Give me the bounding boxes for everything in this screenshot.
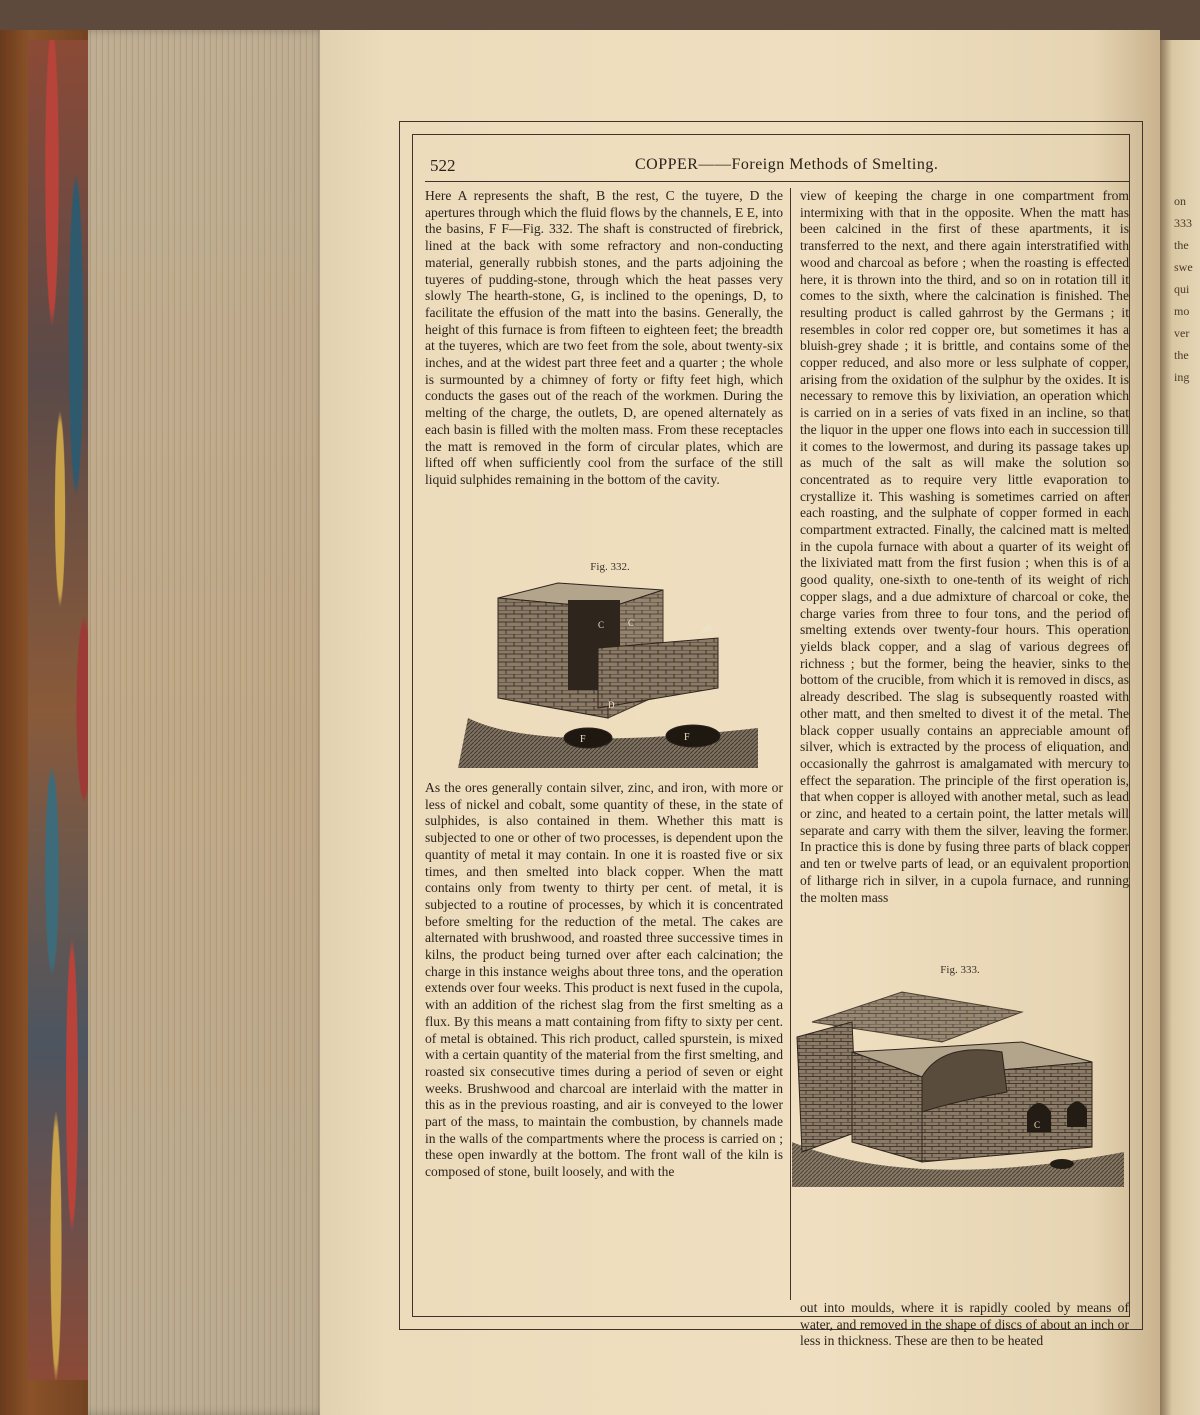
facing-page-fragment: ing xyxy=(1174,370,1190,384)
right-column-top xyxy=(800,188,1129,906)
facing-page-fragment: on xyxy=(1174,194,1186,208)
facing-page-fragment: 333 xyxy=(1174,216,1192,230)
running-title: COPPER——Foreign Methods of Smelting. xyxy=(635,156,939,173)
right-column-bottom xyxy=(800,1300,1129,1350)
figure-letter: E xyxy=(636,710,642,720)
facing-page-fragment: mo xyxy=(1174,304,1190,318)
figure-letter: D xyxy=(654,698,661,708)
figure-letter: C xyxy=(1034,1120,1041,1130)
paragraph: As the ores generally contain silver, zinc, and iron, with more or less of nickel and cobalt, some quantity of these, in the state of sulphides, is also contained in them. Whether this matt is subjected to one or other of two processes, is dependent upon the quantity of metal it may contain. In one it is roasted five or six times, and then smelted into black copper. When the matt contains only from twenty to thirty per cent. of metal, it is subjected to a routine of processes, by which it is concentrated before smelting for the reduction of the metal. The cakes are alternated with brushwood, and roasted three successive times in kilns, the product being turned over after each calcination; the charge in this instance weighs about three tons, and the operation extends over four weeks. This product is next fused in the cupola, with an addition of the richest slag from the first smelting as a flux. By this means a matt containing from fifty to sixty per cent. of metal is obtained. This rich product, called spurstein, is mixed with a certain quantity of the material from the first smelting, and roasted six consecutive times during a period of seven or eight weeks. Brushwood and charcoal are interlaid with the matter in this as in the previous roasting, and air is conveyed to the lower part of the mass, to maintain the combustion, by channels made in the walls of the compartments where the process is carried on ; these open inwardly at the bottom. The front wall of the kiln is composed of stone, built loosely, and with the xyxy=(425,780,783,1180)
facing-page-fragment: the xyxy=(1174,238,1189,252)
figure-caption: Fig. 332. xyxy=(590,561,630,573)
page-edges-tint xyxy=(88,30,328,1415)
page-number: 522 xyxy=(430,156,456,175)
paragraph: Here A represents the shaft, B the rest, C the tuyere, D the apertures through which the fluid flows by the channels, E E, into the basins, F F—Fig. 332. The shaft is constructed of firebrick, lined at the back with some refractory and non-conducting material, generally rubbish stones, and the parts adjoining the tuyeres of pudding-stone, through which the heat passes very slowly The hearth-stone, G, is inclined to the openings, D, to facilitate the effusion of the matt into the basins. Generally, the height of this furnace is from fifteen to eighteen feet; the breadth at the tuyeres, which are two feet from the sole, about twenty-six inches, and at the widest part three feet and a quarter ; the whole is surmounted by a chimney of forty or fifty feet high, which conducts the gases out of the reach of the workmen. During the melting of the charge, the outlets, D, are opened alternately as each basin is filled with the molten mass. From these receptacles the matt is removed in the form of circular plates, which are lifted off when sufficiently cool from the surface of the still liquid sulphides remaining in the bottom of the cavity. xyxy=(425,188,783,487)
left-column-bottom xyxy=(425,780,783,1181)
facing-page-fragment: qui xyxy=(1174,282,1190,296)
figure-letter: C xyxy=(598,620,605,630)
facing-page-fragments xyxy=(1174,190,1200,388)
facing-page-fragment: the xyxy=(1174,348,1189,362)
paragraph: out into moulds, where it is rapidly cooled by means of water, and removed in the shape of discs of about an inch or less in thickness. These are then to be heated xyxy=(800,1300,1129,1349)
left-column-top xyxy=(425,188,783,489)
facing-page-fragment: swe xyxy=(1174,260,1193,274)
figure-caption: Fig. 333. xyxy=(940,964,980,976)
figure-letter: F xyxy=(580,734,586,745)
figure-letter: C xyxy=(628,618,635,628)
figure-letter: D xyxy=(608,700,615,710)
figure-letter: F xyxy=(684,732,690,743)
column-rule xyxy=(790,188,791,1300)
facing-page-edge xyxy=(1160,40,1200,1415)
paragraph: view of keeping the charge in one compartment from intermixing with that in the opposite. When the matt has been calcined in the first of these apartments, it is transferred to the next, and there again interstratified with wood and charcoal as before ; when the roasting is effected here, it is thrown into the third, and so on in rotation till it comes to the sixth, where the calcination is finished. The resulting product is called gahrrost by the Germans ; it resembles in color red copper ore, but sometimes it has a bluish-grey shade ; it is brittle, and contains some of the copper reduced, and also more or less sulphate of copper, arising from the oxidation of the sulphur by the oxides. It is necessary to remove this by lixiviation, an operation which is carried on in a series of vats fixed in an incline, so that the liquor in the upper one flows into each in succession till it comes to the lowermost, and during its passage takes up as much of the salt as will make the solution so concentrated as to require very little evaporation to crystallize it. This washing is sometimes carried on after each roasting, and the sulphate of copper formed in each compartment extracted. Finally, the calcined matt is melted in the cupola furnace with about a quarter of its weight of the lixiviated matt from the first fusion ; when this is of a good quality, one-sixth to one-tenth of its weight of rich copper slags, and a due admixture of charcoal or coke, the charge varies from three to four tons, and the period of smelting extends over twenty-four hours. This operation yields black copper, and a slag of various degrees of richness ; but the former, being the heavier, sinks to the bottom of the crucible, from which it is removed in discs, as already described. The slag is subsequently roasted with other matt, and then smelted to divest it of the metal. The black copper usually contains an appreciable amount of silver, which is extracted by the process of eliquation, and occasionally the gahrrost is amalgamated with mercury to effect the separation. The principle of the first operation is, that when copper is alloyed with another metal, such as lead or zinc, and heated to a certain point, the latter metals will separate and carry with them the silver, leaving the former. In practice this is done by fusing three parts of black copper and ten or twelve parts of lead, or an equivalent proportion of litharge rich in silver, in a cupola furnace, and running the molten mass xyxy=(800,188,1129,905)
page-header xyxy=(425,152,1125,176)
header-rule xyxy=(425,181,1129,182)
facing-page-fragment: ver xyxy=(1174,326,1190,340)
figure-332-furnace-illustration xyxy=(458,578,758,768)
figure-333-kiln-illustration xyxy=(792,982,1124,1187)
